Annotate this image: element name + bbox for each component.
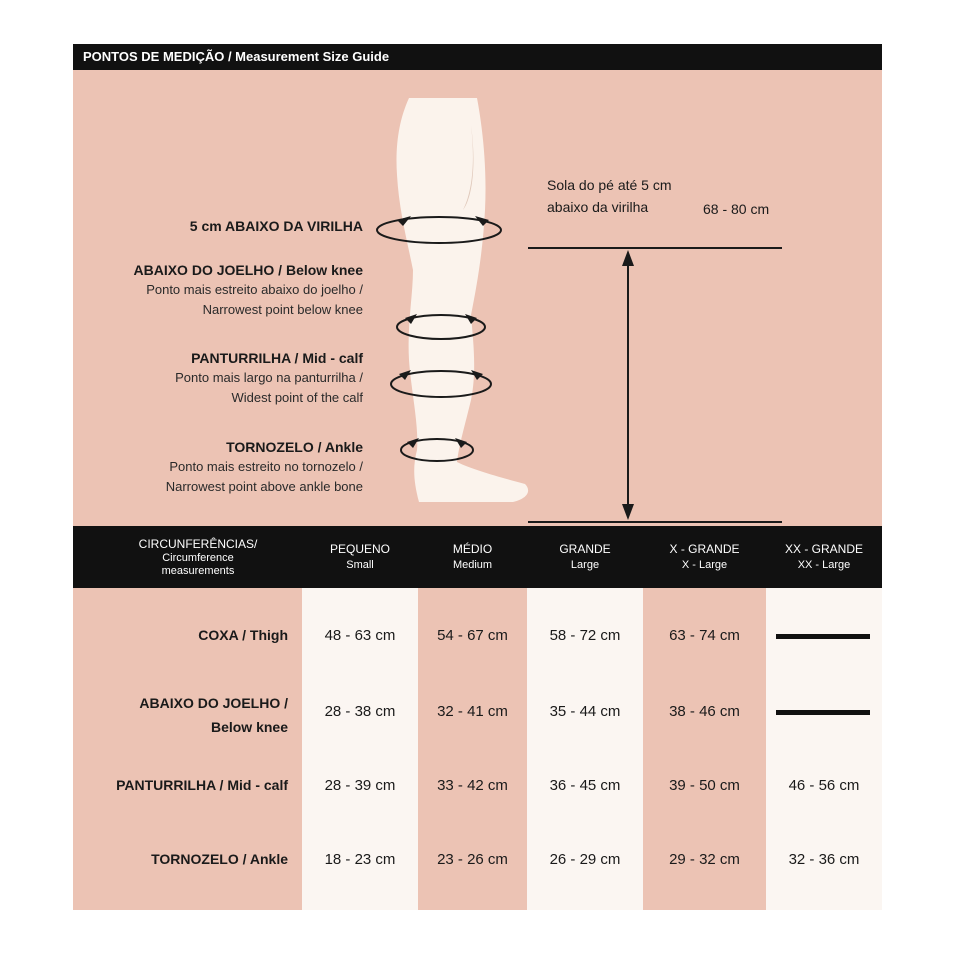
label-below-groin-title: 5 cm ABAIXO DA VIRILHA	[189, 218, 363, 234]
label-below-knee	[73, 260, 363, 320]
cell-knee-large: 35 - 44 cm	[549, 703, 621, 720]
height-range: 68 - 80 cm	[703, 201, 770, 217]
header-xlarge	[643, 526, 766, 588]
cell-knee-xxlarge-dash	[776, 710, 870, 715]
label-mid-calf-desc-pt: Ponto mais largo na panturrilha /	[175, 370, 363, 385]
label-ankle-desc-en: Narrowest point above ankle bone	[165, 479, 363, 494]
cell-knee-small: 28 - 38 cm	[324, 703, 396, 720]
height-arrow-down	[622, 504, 634, 520]
header-corner	[93, 526, 303, 588]
label-mid-calf-desc-en: Widest point of the calf	[231, 390, 363, 405]
sole-label	[547, 174, 672, 218]
cell-knee-medium: 32 - 41 cm	[437, 703, 508, 720]
sole-label-line1: Sola do pé até 5 cm	[547, 177, 672, 193]
header-medium	[418, 526, 527, 588]
label-below-groin	[73, 216, 363, 236]
cell-calf-medium: 33 - 42 cm	[437, 777, 508, 794]
header-medium-pt: MÉDIO	[452, 542, 493, 556]
row-label-ankle: TORNOZELO / Ankle	[151, 851, 288, 867]
label-ankle-desc-pt: Ponto mais estreito no tornozelo /	[169, 459, 363, 474]
cell-calf-xxlarge: 46 - 56 cm	[788, 777, 860, 794]
label-below-knee-desc-en: Narrowest point below knee	[202, 302, 363, 317]
label-mid-calf	[73, 348, 363, 408]
sole-label-line2: abaixo da virilha	[547, 199, 649, 215]
label-ankle	[73, 437, 363, 497]
cell-calf-xlarge: 39 - 50 cm	[669, 777, 740, 794]
cell-thigh-xlarge: 63 - 74 cm	[669, 627, 740, 644]
header-large-en: Large	[570, 559, 600, 571]
cell-ankle-large: 26 - 29 cm	[549, 851, 621, 868]
cell-ankle-small: 18 - 23 cm	[324, 851, 396, 868]
guide-title: PONTOS DE MEDIÇÃO / Measurement Size Guide	[73, 44, 882, 70]
height-arrow-up	[622, 250, 634, 266]
cell-ankle-medium: 23 - 26 cm	[437, 851, 508, 868]
header-xlarge-pt: X - GRANDE	[669, 542, 740, 556]
cell-ankle-xlarge: 29 - 32 cm	[669, 851, 740, 868]
label-ankle-title: TORNOZELO / Ankle	[226, 439, 363, 455]
measurement-diagram	[73, 70, 882, 526]
header-small	[302, 526, 418, 588]
label-mid-calf-title: PANTURRILHA / Mid - calf	[191, 350, 363, 366]
cell-thigh-large: 58 - 72 cm	[549, 627, 621, 644]
header-xlarge-en: X - Large	[681, 559, 728, 571]
header-large	[527, 526, 643, 588]
cell-knee-xlarge: 38 - 46 cm	[669, 703, 740, 720]
header-corner-line3: measurements	[161, 565, 235, 577]
header-xxlarge	[766, 526, 882, 588]
header-corner-line2: Circumference	[162, 552, 234, 564]
row-label-below-knee-2: Below knee	[210, 719, 288, 735]
label-below-knee-title: ABAIXO DO JOELHO / Below knee	[133, 262, 363, 278]
table-header	[73, 526, 882, 588]
row-label-below-knee-1: ABAIXO DO JOELHO /	[139, 695, 288, 711]
cell-calf-small: 28 - 39 cm	[324, 777, 396, 794]
row-label-mid-calf: PANTURRILHA / Mid - calf	[116, 777, 288, 793]
header-xxlarge-pt: XX - GRANDE	[784, 542, 863, 556]
header-large-pt: GRANDE	[559, 542, 611, 556]
label-below-knee-desc-pt: Ponto mais estreito abaixo do joelho /	[146, 282, 363, 297]
header-corner-line1: CIRCUNFERÊNCIAS/	[138, 537, 258, 551]
header-medium-en: Medium	[452, 559, 493, 571]
row-label-thigh: COXA / Thigh	[198, 627, 288, 643]
cell-thigh-medium: 54 - 67 cm	[437, 627, 508, 644]
calf-arrow-left	[399, 370, 411, 380]
ankle-arrow-left	[407, 438, 419, 448]
cell-ankle-xxlarge: 32 - 36 cm	[788, 851, 860, 868]
size-guide-panel	[73, 44, 882, 910]
header-xxlarge-en: XX - Large	[797, 559, 851, 571]
cell-calf-large: 36 - 45 cm	[549, 777, 621, 794]
cell-thigh-xxlarge-dash	[776, 634, 870, 639]
header-small-en: Small	[346, 559, 374, 571]
header-small-pt: PEQUENO	[329, 542, 390, 556]
cell-thigh-small: 48 - 63 cm	[324, 627, 396, 644]
